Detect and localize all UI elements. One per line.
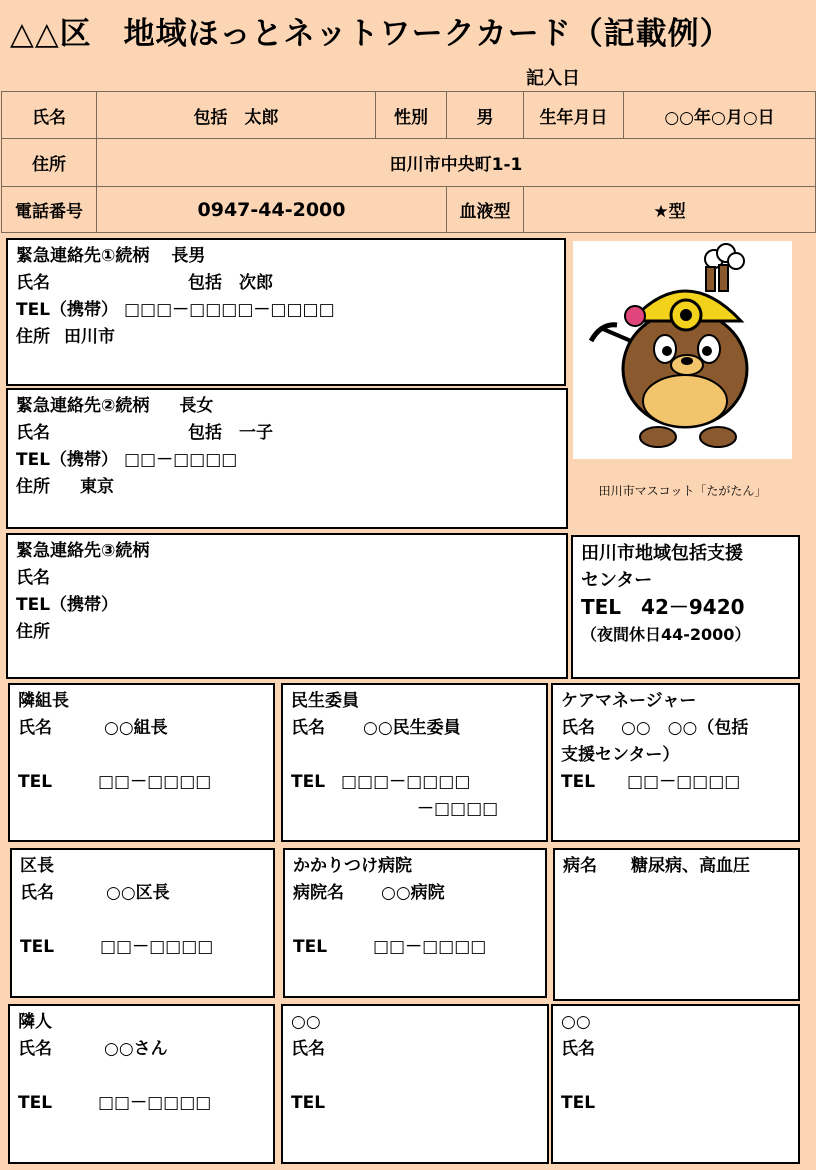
- contact-title: 民生委員: [291, 691, 359, 711]
- contact-name-value: ○○組長: [104, 718, 168, 738]
- emergency-address-value: 田川市: [64, 327, 115, 347]
- contact-name-value: ○○民生委員: [363, 718, 461, 738]
- emergency-name-label: 氏名: [16, 273, 50, 293]
- emergency-contact-2: [6, 388, 568, 529]
- illness-box: [553, 848, 800, 1001]
- contact-tel-value: □□－□□□□: [373, 937, 487, 957]
- mascot-drawing: [573, 241, 792, 459]
- contact-tel-label: TEL: [561, 772, 596, 792]
- contact-name-label: 氏名: [291, 718, 325, 738]
- contact-title: ○○: [291, 1012, 321, 1032]
- center-tel: TEL 42－9420: [581, 595, 745, 619]
- contact-name-label: 氏名: [291, 1039, 325, 1059]
- emergency-relation: 長男: [171, 246, 206, 266]
- emergency-name-label: 氏名: [16, 568, 50, 588]
- contact-name-label: 氏名: [18, 1039, 52, 1059]
- other-contact-box-2: [551, 1004, 800, 1164]
- emergency-tel-value: □□－□□□□: [123, 450, 238, 470]
- contact-tel-value: □□－□□□□: [98, 772, 212, 792]
- contact-title: かかりつけ病院: [293, 856, 412, 876]
- personal-info-table: [1, 91, 816, 233]
- mascot-caption: 田川市マスコット「たがたん」: [598, 484, 767, 498]
- center-name-line2: センター: [581, 570, 653, 591]
- phone-label: 電話番号: [2, 187, 97, 233]
- emergency-heading: 緊急連絡先①続柄: [16, 246, 150, 266]
- contact-title: 隣人: [18, 1012, 52, 1032]
- emergency-name-value: 包括 一子: [188, 423, 273, 443]
- emergency-name-label: 氏名: [16, 423, 50, 443]
- contact-tel-value-2: －□□□□: [417, 799, 499, 819]
- contact-title: ○○: [561, 1012, 591, 1032]
- phone-value: 0947-44-2000: [97, 187, 447, 233]
- name-label: 氏名: [2, 92, 97, 139]
- contact-tel-value: □□□－□□□□: [341, 772, 471, 792]
- emergency-heading: 緊急連絡先②続柄: [16, 396, 150, 416]
- birth-label: 生年月日: [524, 92, 624, 139]
- contact-tel-label: TEL: [293, 937, 328, 957]
- contact-name-value: ○○病院: [381, 883, 445, 903]
- emergency-name-value: 包括 次郎: [188, 273, 273, 293]
- contact-name-label: 氏名: [561, 1039, 595, 1059]
- gender-label: 性別: [376, 92, 447, 139]
- neighbor-box: [8, 1004, 275, 1164]
- emergency-address-label: 住所: [16, 477, 50, 497]
- mascot-nose: [681, 357, 693, 365]
- name-value: 包括 太郎: [97, 92, 376, 139]
- contact-title: ケアマネージャー: [561, 691, 697, 711]
- care-manager-box: [551, 683, 800, 842]
- illness-label: 病名: [563, 856, 597, 876]
- mascot-belly: [643, 375, 727, 427]
- contact-title: 区長: [20, 856, 54, 876]
- mascot-emblem-center: [680, 309, 692, 321]
- contact-title: 隣組長: [18, 691, 69, 711]
- mascot-left-foot: [640, 427, 676, 447]
- other-contact-box-1: [281, 1004, 549, 1164]
- contact-name-value: ○○ ○○（包括: [621, 718, 749, 738]
- mascot-pickaxe-handle: [603, 329, 631, 341]
- welfare-commissioner-box: [281, 683, 548, 842]
- emergency-tel-label: TEL（携帯）: [16, 450, 119, 470]
- contact-tel-label: TEL: [291, 772, 326, 792]
- contact-name-label: 氏名: [20, 883, 54, 903]
- emergency-tel-value: □□□－□□□□－□□□□: [123, 300, 335, 320]
- contact-tel-label: TEL: [291, 1093, 326, 1113]
- contact-tel-label: TEL: [18, 772, 53, 792]
- contact-tel-value: □□－□□□□: [100, 937, 214, 957]
- neighborhood-leader-box: [8, 683, 275, 842]
- contact-name-label: 氏名: [18, 718, 52, 738]
- center-name-line1: 田川市地域包括支援: [581, 543, 743, 564]
- contact-name-value: ○○さん: [104, 1039, 168, 1059]
- address-value: 田川市中央町1-1: [97, 139, 816, 187]
- emergency-tel-label: TEL（携帯）: [16, 595, 119, 615]
- emergency-contact-1: [6, 238, 566, 386]
- contact-tel-label: TEL: [20, 937, 55, 957]
- contact-tel-value: □□－□□□□: [98, 1093, 212, 1113]
- emergency-address-label: 住所: [16, 327, 50, 347]
- mascot-chimneys: [706, 265, 728, 291]
- emergency-address-label: 住所: [16, 622, 50, 642]
- contact-name-label: 病院名: [293, 883, 344, 903]
- address-label: 住所: [2, 139, 97, 187]
- blood-label: 血液型: [447, 187, 524, 233]
- contact-tel-value: □□－□□□□: [627, 772, 741, 792]
- blood-value: ★型: [524, 187, 816, 233]
- contact-name-value-2: 支援センター）: [561, 745, 680, 765]
- emergency-relation: 長女: [179, 396, 214, 416]
- contact-tel-label: TEL: [18, 1093, 53, 1113]
- mascot-flower: [625, 306, 645, 326]
- birth-value: ○○年○月○日: [624, 92, 816, 139]
- contact-name-label: 氏名: [561, 718, 595, 738]
- mascot-right-foot: [700, 427, 736, 447]
- gender-value: 男: [447, 92, 524, 139]
- family-hospital-box: [283, 848, 547, 998]
- illness-value: 糖尿病、高血圧: [631, 856, 750, 876]
- card-title: △△区 地域ほっとネットワークカード（記載例）: [10, 16, 732, 52]
- contact-tel-label: TEL: [561, 1093, 596, 1113]
- emergency-tel-label: TEL（携帯）: [16, 300, 119, 320]
- emergency-address-value: 東京: [80, 477, 114, 497]
- contact-name-value: ○○区長: [106, 883, 170, 903]
- mascot-illustration: [573, 241, 792, 459]
- fill-date-label: 記入日: [526, 68, 580, 89]
- support-center-box: [571, 535, 800, 679]
- emergency-heading: 緊急連絡先③続柄: [16, 541, 150, 561]
- center-holiday: （夜間休日44-2000）: [581, 625, 751, 644]
- district-head-box: [10, 848, 275, 998]
- emergency-contact-3: [6, 533, 568, 679]
